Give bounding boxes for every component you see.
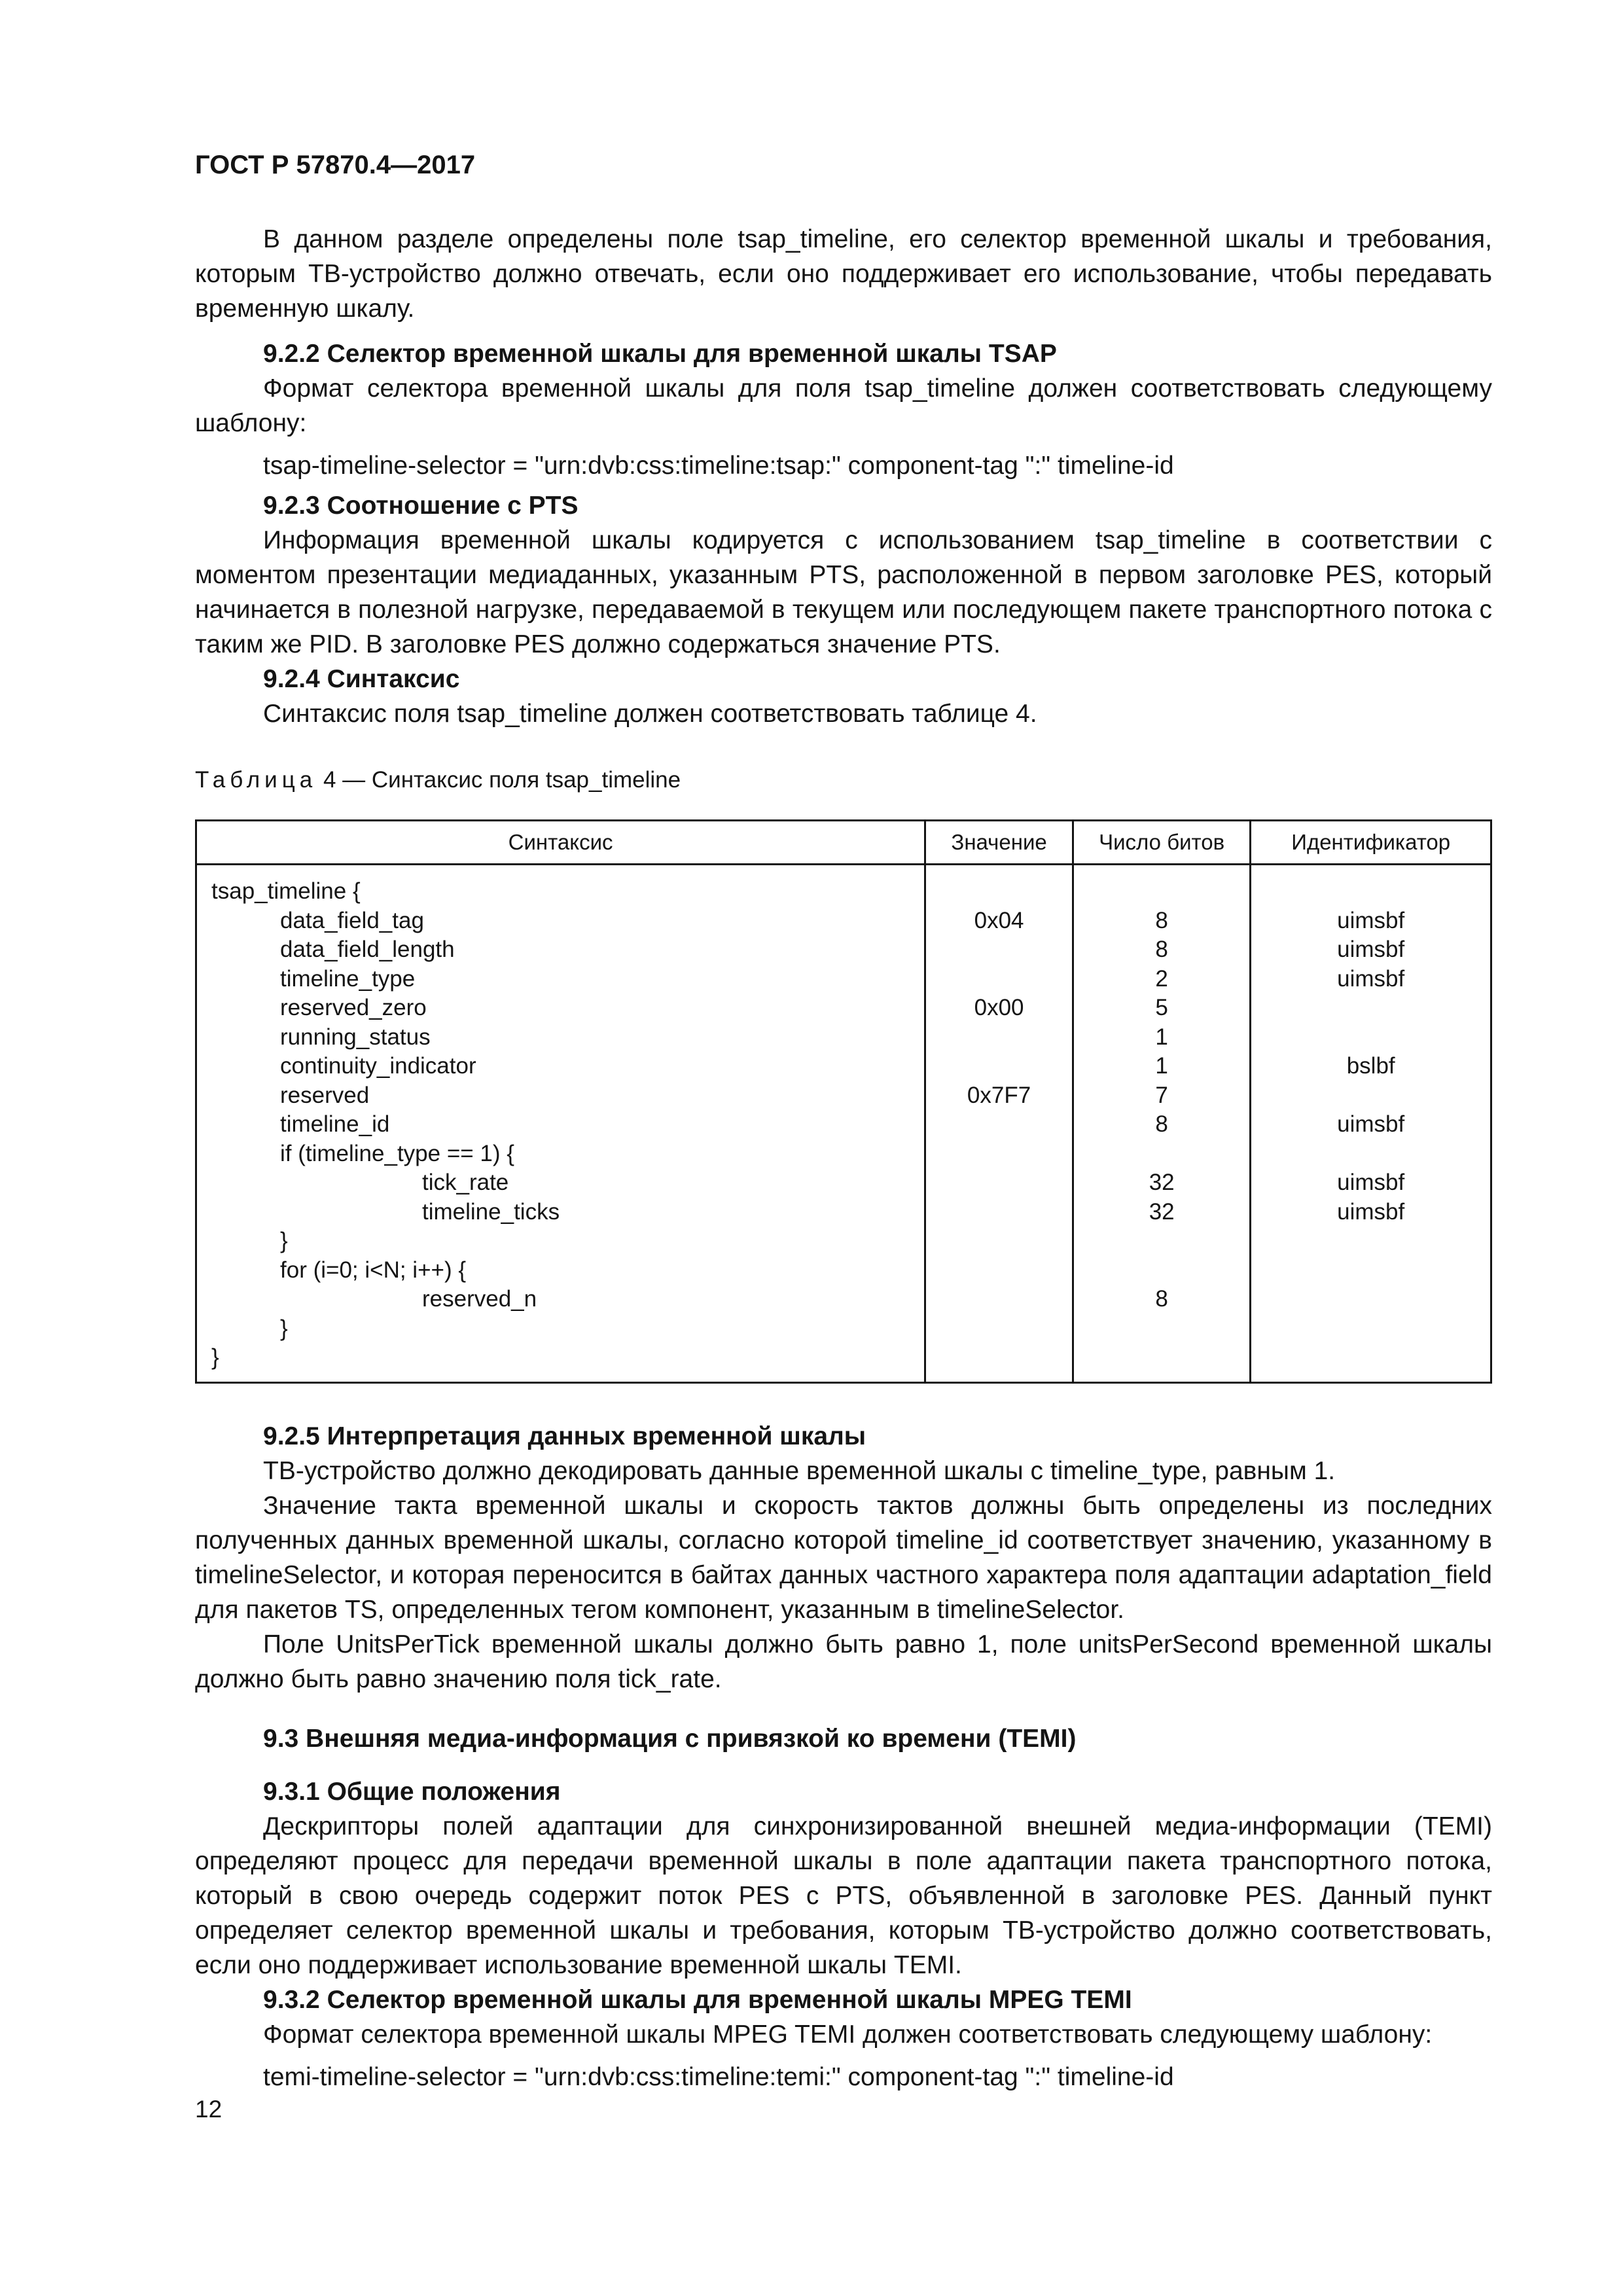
cell-identifier	[1251, 1168, 1491, 1198]
cell-bits-text: 8	[1155, 1111, 1168, 1137]
cell-value	[925, 1227, 1073, 1256]
cell-syntax-text: continuity_indicator	[280, 1053, 476, 1079]
cell-value	[925, 1343, 1073, 1382]
cell-bits	[1073, 865, 1250, 906]
section-9-3-1-text: Дескрипторы полей адаптации для синхронизированной внешней медиа-информации (TEMI) определяют процесс для передачи временной шкалы в поле адаптации пакета транспортного потока, который в свою очередь содержит поток PES с PTS, объявленной в заголовке PES. Данный пункт определяет селектор временной шкалы и требования, которым ТВ-устройство должно соответствовать, если оно поддерживает использование временной шкалы TEMI.	[195, 1812, 1492, 1979]
cell-syntax-text: }	[280, 1315, 288, 1341]
table-row	[196, 865, 1491, 906]
cell-identifier	[1251, 1052, 1491, 1081]
cell-identifier	[1251, 906, 1491, 936]
table-row	[196, 1052, 1491, 1081]
section-9-3-title: 9.3 Внешняя медиа-информация с привязкой ко времени (TEMI)	[263, 1724, 1077, 1753]
table-row	[196, 1256, 1491, 1285]
col-header-syntax: Синтаксис	[196, 821, 925, 865]
cell-bits-text: 8	[1155, 907, 1168, 933]
cell-syntax	[196, 1081, 925, 1111]
cell-syntax-text: if (timeline_type == 1) {	[280, 1140, 514, 1166]
table-header-row	[196, 821, 1491, 865]
cell-identifier	[1251, 994, 1491, 1023]
cell-syntax-text: timeline_ticks	[422, 1198, 560, 1225]
cell-value-text: 0x04	[974, 907, 1024, 933]
cell-syntax-text: data_field_tag	[280, 907, 424, 933]
table-row	[196, 994, 1491, 1023]
cell-bits-text: 5	[1155, 995, 1168, 1020]
cell-syntax-text: tsap_timeline {	[211, 878, 361, 904]
section-9-2-4-title: 9.2.4 Синтаксис	[263, 665, 460, 693]
page-number: 12	[195, 2096, 223, 2123]
cell-value	[925, 994, 1073, 1023]
cell-bits	[1073, 1227, 1250, 1256]
section-9-2-5-p2: Значение такта временной шкалы и скорость тактов должны быть определены из последних полученных данных временной шкалы, согласно которой timeline_id соответствует значению, указанному в timelineSelector, и которая переносится в байтах данных частного характера поля адаптации adaptation_field для пакетов TS, определенных тегом компонент, указанным в timelineSelector.	[195, 1491, 1492, 1624]
cell-syntax-text: timeline_type	[280, 965, 416, 992]
cell-syntax-text: reserved_n	[422, 1286, 537, 1312]
table-4-syntax	[195, 819, 1492, 1384]
cell-bits-text: 8	[1155, 1286, 1168, 1312]
cell-syntax	[196, 1285, 925, 1314]
cell-syntax-text: reserved_zero	[280, 995, 427, 1020]
cell-value	[925, 865, 1073, 906]
cell-identifier-text: uimsbf	[1337, 907, 1405, 933]
cell-bits-text: 1	[1155, 1024, 1168, 1050]
cell-syntax	[196, 1052, 925, 1081]
table-row	[196, 1314, 1491, 1344]
section-9-2-5-p1: ТВ-устройство должно декодировать данные временной шкалы с timeline_type, равным 1.	[263, 1456, 1336, 1485]
col-header-value: Значение	[925, 821, 1073, 865]
cell-identifier	[1251, 1285, 1491, 1314]
cell-value	[925, 1256, 1073, 1285]
cell-syntax	[196, 865, 925, 906]
cell-value	[925, 1168, 1073, 1198]
cell-value	[925, 1110, 1073, 1139]
cell-identifier-text: uimsbf	[1337, 937, 1405, 962]
cell-identifier	[1251, 1198, 1491, 1227]
cell-value	[925, 1314, 1073, 1344]
cell-identifier	[1251, 1227, 1491, 1256]
cell-bits	[1073, 906, 1250, 936]
section-9-3-1-title: 9.3.1 Общие положения	[263, 1777, 561, 1806]
cell-identifier-text: uimsbf	[1337, 1198, 1405, 1225]
table-caption-word: Таблица	[195, 767, 317, 793]
table-row	[196, 1139, 1491, 1169]
cell-syntax	[196, 1343, 925, 1382]
cell-bits-text: 8	[1155, 937, 1168, 962]
cell-syntax-text: }	[280, 1228, 288, 1253]
cell-syntax-text: tick_rate	[422, 1170, 509, 1195]
cell-bits-text: 32	[1149, 1198, 1175, 1225]
cell-syntax	[196, 1256, 925, 1285]
section-9-2-3-title: 9.2.3 Соотношение с PTS	[263, 492, 579, 520]
cell-value	[925, 965, 1073, 994]
table-4-caption	[195, 762, 1492, 797]
cell-value-text: 0x7F7	[967, 1082, 1031, 1108]
cell-value	[925, 906, 1073, 936]
cell-identifier	[1251, 1110, 1491, 1139]
tsap-selector-formula: tsap-timeline-selector = "urn:dvb:css:timeline:tsap:" component-tag ":" timeline-id	[263, 452, 1174, 480]
cell-syntax	[196, 906, 925, 936]
cell-syntax	[196, 935, 925, 965]
cell-identifier	[1251, 965, 1491, 994]
cell-bits	[1073, 965, 1250, 994]
cell-identifier	[1251, 1343, 1491, 1382]
cell-identifier	[1251, 865, 1491, 906]
cell-bits	[1073, 1256, 1250, 1285]
temi-selector-formula: temi-timeline-selector = "urn:dvb:css:timeline:temi:" component-tag ":" timeline-id	[263, 2062, 1174, 2091]
cell-bits-text: 7	[1155, 1082, 1168, 1108]
table-row	[196, 1168, 1491, 1198]
cell-identifier-text: uimsbf	[1337, 1170, 1405, 1195]
cell-syntax	[196, 965, 925, 994]
table-row	[196, 935, 1491, 965]
cell-bits-text: 1	[1155, 1053, 1168, 1079]
cell-bits	[1073, 1198, 1250, 1227]
cell-syntax	[196, 1314, 925, 1344]
cell-identifier	[1251, 1023, 1491, 1052]
cell-bits	[1073, 1110, 1250, 1139]
table-row	[196, 1198, 1491, 1227]
table-row	[196, 1081, 1491, 1111]
cell-syntax-text: reserved	[280, 1082, 370, 1108]
cell-syntax	[196, 1139, 925, 1169]
cell-value	[925, 1198, 1073, 1227]
cell-value-text: 0x00	[974, 995, 1024, 1020]
cell-bits	[1073, 1285, 1250, 1314]
cell-bits	[1073, 1314, 1250, 1344]
col-header-identifier: Идентификатор	[1251, 821, 1491, 865]
cell-syntax	[196, 994, 925, 1023]
cell-bits	[1073, 1052, 1250, 1081]
cell-bits	[1073, 1081, 1250, 1111]
cell-identifier	[1251, 935, 1491, 965]
cell-value	[925, 1139, 1073, 1169]
cell-identifier	[1251, 1081, 1491, 1111]
table-row	[196, 1110, 1491, 1139]
cell-syntax-text: running_status	[280, 1024, 431, 1050]
document-page	[195, 148, 1492, 2100]
cell-bits	[1073, 1168, 1250, 1198]
cell-bits	[1073, 1343, 1250, 1382]
cell-identifier	[1251, 1139, 1491, 1169]
cell-identifier	[1251, 1314, 1491, 1344]
section-9-2-4-text: Синтаксис поля tsap_timeline должен соответствовать таблице 4.	[263, 700, 1037, 728]
cell-identifier-text: uimsbf	[1337, 965, 1405, 992]
cell-value	[925, 1285, 1073, 1314]
cell-identifier-text: bslbf	[1346, 1053, 1395, 1079]
col-header-bits: Число битов	[1073, 821, 1250, 865]
cell-syntax	[196, 1198, 925, 1227]
cell-value	[925, 935, 1073, 965]
cell-bits	[1073, 994, 1250, 1023]
section-9-2-5-p3: Поле UnitsPerTick временной шкалы должно быть равно 1, поле unitsPerSecond временной шкалы должно быть равно значению поля tick_rate.	[195, 1630, 1492, 1693]
cell-value	[925, 1081, 1073, 1111]
document-header: ГОСТ Р 57870.4—2017	[195, 151, 476, 179]
cell-syntax	[196, 1227, 925, 1256]
cell-value	[925, 1023, 1073, 1052]
section-9-3-2-title: 9.3.2 Селектор временной шкалы для временной шкалы MPEG TEMI	[263, 1985, 1132, 2014]
table-row	[196, 1343, 1491, 1382]
cell-syntax-text: data_field_length	[280, 937, 455, 962]
table-caption-rest: 4 — Синтаксис поля tsap_timeline	[323, 767, 681, 793]
cell-syntax-text: for (i=0; i<N; i++) {	[280, 1257, 467, 1283]
table-row	[196, 906, 1491, 936]
cell-identifier	[1251, 1256, 1491, 1285]
section-9-3-2-text: Формат селектора временной шкалы MPEG TEMI должен соответствовать следующему шаблону:	[263, 2020, 1433, 2049]
table-row	[196, 1285, 1491, 1314]
cell-value	[925, 1052, 1073, 1081]
table-row	[196, 1023, 1491, 1052]
section-9-2-5-title: 9.2.5 Интерпретация данных временной шкалы	[263, 1422, 866, 1450]
cell-syntax-text: }	[211, 1344, 219, 1370]
cell-bits-text: 32	[1149, 1170, 1175, 1195]
intro-paragraph: В данном разделе определены поле tsap_timeline, его селектор временной шкалы и требования, которым ТВ-устройство должно отвечать, если оно поддерживает его использование, чтобы передавать временную шкалу.	[195, 225, 1492, 323]
table-row	[196, 965, 1491, 994]
section-9-2-3-text: Информация временной шкалы кодируется с использованием tsap_timeline в соответствии с моментом презентации медиаданных, указанным PTS, расположенной в первом заголовке PES, который начинается в полезной нагрузке, передаваемой в текущем или последующем пакете транспортного потока с таким же PID. В заголовке PES должно содержаться значение PTS.	[195, 526, 1492, 658]
section-9-2-2-text: Формат селектора временной шкалы для поля tsap_timeline должен соответствовать следующему шаблону:	[195, 374, 1492, 437]
cell-syntax-text: timeline_id	[280, 1111, 390, 1137]
section-9-2-2-title: 9.2.2 Селектор временной шкалы для временной шкалы TSAP	[263, 340, 1057, 368]
cell-syntax	[196, 1023, 925, 1052]
cell-syntax	[196, 1110, 925, 1139]
cell-identifier-text: uimsbf	[1337, 1111, 1405, 1137]
table-body	[196, 865, 1491, 1383]
table-row	[196, 1227, 1491, 1256]
cell-bits	[1073, 1023, 1250, 1052]
cell-bits	[1073, 935, 1250, 965]
cell-bits-text: 2	[1155, 965, 1168, 992]
cell-syntax	[196, 1168, 925, 1198]
cell-bits	[1073, 1139, 1250, 1169]
